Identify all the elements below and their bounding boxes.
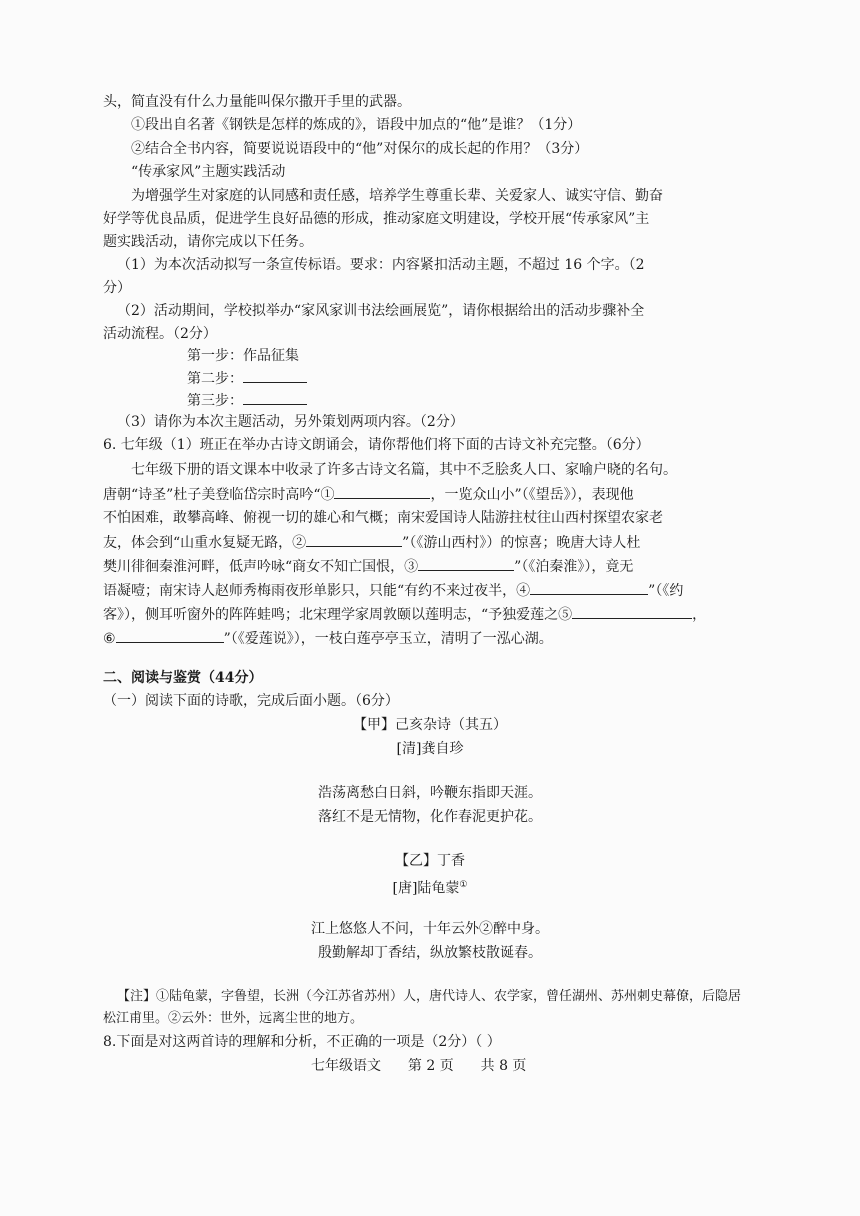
task-2-cont: 活动流程。（2分） <box>103 326 217 342</box>
text-segment: ⑥ <box>103 631 116 647</box>
text-segment: 唐朝“诗圣”杜子美登临岱宗时高吟“① <box>103 487 335 503</box>
q6-passage-line <box>103 629 553 648</box>
poem-b-line: 江上悠悠人不问，十年云外②醉中身。 <box>311 921 549 937</box>
author-name: [唐]陆龟蒙 <box>392 880 460 897</box>
poem-b-line: 殷勤解却丁香结，纵放繁枝散诞春。 <box>318 945 542 961</box>
task-2: （2）活动期间，学校拟举办“家风家训书法绘画展览”，请你根据给出的活动步骤补全 <box>117 303 645 319</box>
poem-a-line: 浩荡离愁白日斜，吟鞭东指即天涯。 <box>318 785 542 801</box>
task-1-cont: 分） <box>103 280 131 296</box>
text-segment: ”（《泊秦淮》），竟无 <box>514 559 634 575</box>
text-segment: ”（《爱莲说》），一枝白莲亭亭玉立，清明了一泓心湖。 <box>223 631 553 647</box>
fill-blank-2[interactable] <box>306 533 402 547</box>
text-segment: 樊川徘徊秦淮河畔，低声吟咏“商女不知亡国恨，③ <box>103 559 419 575</box>
text-segment: 语凝噎；南宋诗人赵师秀梅雨夜形单影只，只能“有约不来过夜半，④ <box>103 583 531 599</box>
annotation-line: 松江甫里。②云外：世外，远离尘世的地方。 <box>103 1011 364 1026</box>
task-3: （3）请你为本次主题活动，另外策划两项内容。（2分） <box>117 414 464 430</box>
q6-passage-line <box>103 605 706 624</box>
question-6-stem: 6. 七年级（1）班正在举办古诗文朗诵会，请你帮他们将下面的古诗文补充完整。（6分） <box>103 437 650 453</box>
step-3 <box>187 391 307 410</box>
q6-passage-line: 七年级下册的语文课本中收录了许多古诗文名篇，其中不乏脍炙人口、家喻户晓的名句。 <box>131 462 677 478</box>
text-segment: 客》），侧耳听窗外的阵阵蛙鸣；北宋理学家周敦颐以莲明志，“予独爱莲之⑤ <box>103 607 573 623</box>
fill-blank-5[interactable] <box>572 605 692 619</box>
step-2-label: 第二步： <box>187 371 243 387</box>
fill-blank-4[interactable] <box>530 581 648 595</box>
question-8-stem: 8.下面是对这两首诗的理解和分析，不正确的一项是（2分）（ ） <box>103 1034 501 1050</box>
footer-page-number: 第 2 页 <box>407 1058 454 1074</box>
question-5-sub2: ②结合全书内容，简要说说语段中的“他”对保尔的成长起的作用？（3分） <box>131 141 589 157</box>
poem-b-title: 【乙】丁香 <box>395 853 465 869</box>
step-1: 第一步：作品征集 <box>187 348 299 364</box>
fill-blank-3[interactable] <box>418 557 514 571</box>
passage-line: 头，简直没有什么力量能叫保尔撒开手里的武器。 <box>103 94 411 110</box>
q6-passage-line: 不怕困难，敢攀高峰、俯视一切的雄心和气概；南宋爱国诗人陆游拄杖往山西村探望农家老 <box>103 510 663 526</box>
poem-a-line: 落红不是无情物，化作春泥更护花。 <box>318 809 542 825</box>
q6-passage-line <box>103 557 633 576</box>
section-heading: 二、阅读与鉴赏（44分） <box>103 670 263 686</box>
q6-passage-line <box>103 533 640 552</box>
fill-blank-1[interactable] <box>334 485 430 499</box>
q6-passage-line <box>103 485 634 504</box>
text-segment: ， <box>692 607 707 623</box>
activity-intro-line: 题实践活动，请你完成以下任务。 <box>103 234 313 250</box>
footer-subject: 七年级语文 <box>311 1058 381 1074</box>
q6-passage-line <box>103 581 683 600</box>
text-segment: ”（《游山西村》）的惊喜；晚唐大诗人杜 <box>402 535 641 551</box>
text-segment: ”（《约 <box>648 583 684 599</box>
footnote-marker: ① <box>459 880 468 890</box>
activity-intro-line: 为增强学生对家庭的认同感和责任感，培养学生尊重长辈、关爱家人、诚实守信、勤奋 <box>131 188 663 204</box>
footer-page-total: 共 8 页 <box>480 1058 527 1074</box>
annotation-line: 【注】①陆龟蒙，字鲁望，长洲（今江苏省苏州）人，唐代诗人、农学家，曾任湖州、苏州刺史幕僚，后隐居 <box>117 989 742 1004</box>
poem-b-author <box>0 876 860 898</box>
poem-a-author: [清]龚自珍 <box>396 741 464 757</box>
activity-title: “传承家风”主题实践活动 <box>131 164 286 180</box>
text-segment: 友，体会到“山重水复疑无路，② <box>103 535 307 551</box>
question-5-sub1: ①段出自名著《钢铁是怎样的炼成的》，语段中加点的“他”是谁？（1分） <box>131 117 582 133</box>
answer-blank[interactable] <box>243 391 307 405</box>
answer-blank[interactable] <box>243 369 307 383</box>
task-1: （1）为本次活动拟写一条宣传标语。要求：内容紧扣活动主题，不超过 16 个字。（2 <box>117 257 645 273</box>
step-2 <box>187 369 307 388</box>
activity-intro-line: 好学等优良品质，促进学生良好品德的形成，推动家庭文明建设，学校开展“传承家风”主 <box>103 211 650 227</box>
step-3-label: 第三步： <box>187 393 243 409</box>
fill-blank-6[interactable] <box>116 629 224 643</box>
reading-part-1-heading: （一）阅读下面的诗歌，完成后面小题。（6分） <box>103 693 399 709</box>
poem-a-title: 【甲】己亥杂诗（其五） <box>353 717 507 733</box>
page-footer <box>311 1057 526 1075</box>
text-segment: ，一览众山小”（《望岳》），表现他 <box>430 487 634 503</box>
